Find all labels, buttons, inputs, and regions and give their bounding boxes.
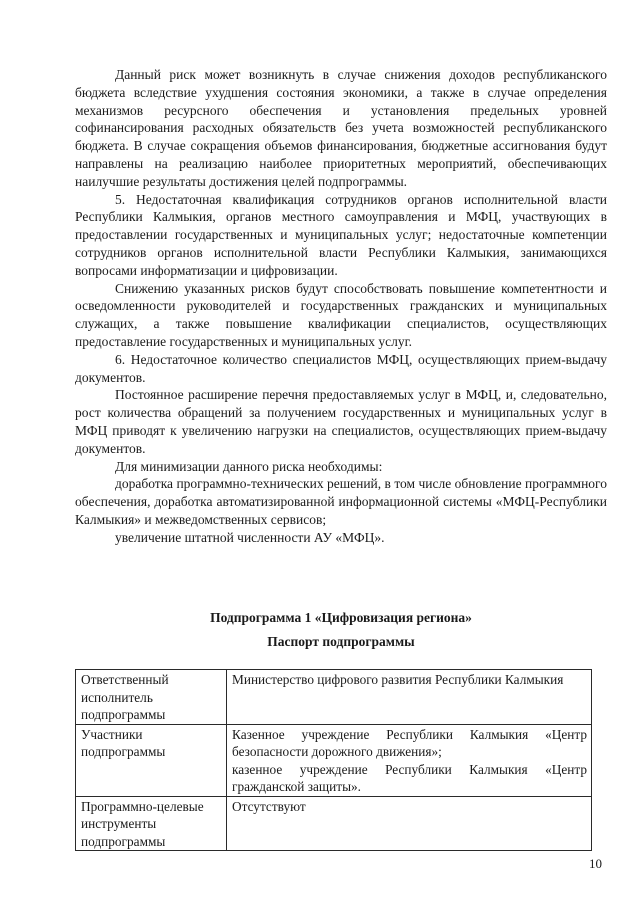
cell-text: Отсутствуют [232, 798, 306, 814]
cell-text: Казенное учреждение Республики Калмыкия «Центр безопасности дорожного движения»; [232, 726, 587, 759]
paragraph: Для минимизации данного риска необходимы: [115, 458, 383, 474]
paragraph: Снижению указанных рисков будут способствовать повышение компетентности и осведомленности руководителей и государственных гражданских и муниципальных служащих, а также повышение квалификации специалистов, осуществляющих предоставление государственных и муниципальных услуг. [75, 280, 607, 349]
passport-title: Паспорт подпрограммы [267, 634, 415, 649]
paragraph: увеличение штатной численности АУ «МФЦ». [115, 529, 385, 545]
body-text [75, 66, 607, 547]
subprogram-title: Подпрограмма 1 «Цифровизация региона» [210, 610, 472, 625]
table-cell-label: Участники подпрограммы [76, 724, 227, 796]
table-cell-value [227, 796, 592, 851]
cell-text: Министерство цифрового развития Республики Калмыкия [232, 672, 564, 687]
table-row [76, 724, 592, 796]
table-cell-value [227, 670, 592, 725]
paragraph: Постоянное расширение перечня предоставляемых услуг в МФЦ, и, следовательно, рост количества обращений за получением государственных и муниципальных услуг в МФЦ приводят к увеличению нагрузки на специалистов, осуществляющих прием-выдачу документов. [75, 387, 607, 456]
paragraph: доработка программно-технических решений, в том числе обновление программного обеспечения, доработка автоматизированной информационной системы «МФЦ-Республики Калмыкия» и межведомственных сервисов; [75, 476, 607, 527]
cell-text: казенное учреждение Республики Калмыкия «Центр гражданской защиты». [232, 761, 587, 794]
table-row [76, 796, 592, 851]
table-cell-label: Программно-целевые инструменты подпрограммы [76, 796, 227, 851]
passport-table [75, 669, 592, 851]
table-row [76, 670, 592, 725]
table-cell-value [227, 724, 592, 796]
paragraph: 5. Недостаточная квалификация сотрудников органов исполнительной власти Республики Калмыкия, органов местного самоуправления и МФЦ, участвующих в предоставлении государственных и муниципальных услуг; недостаточные компетенции сотрудников органов исполнительной власти Республики Калмыкия, занимающихся вопросами информатизации и цифровизации. [75, 191, 607, 278]
paragraph: 6. Недостаточное количество специалистов МФЦ, осуществляющих прием-выдачу документов. [75, 351, 607, 385]
table-cell-label: Ответственный исполнитель подпрограммы [76, 670, 227, 725]
paragraph: Данный риск может возникнуть в случае снижения доходов республиканского бюджета вследствие ухудшения состояния экономики, а также в случае определения механизмов ресурсного обеспечения и установления предельных уровней софинансирования расходных обязательств без учета возможностей республиканского бюджета. В случае сокращения объемов финансирования, бюджетные ассигнования будут направлены на реализацию наиболее приоритетных мероприятий, обеспечивающих наилучшие результаты достижения целей подпрограммы. [75, 67, 607, 189]
page-number: 10 [589, 856, 602, 871]
